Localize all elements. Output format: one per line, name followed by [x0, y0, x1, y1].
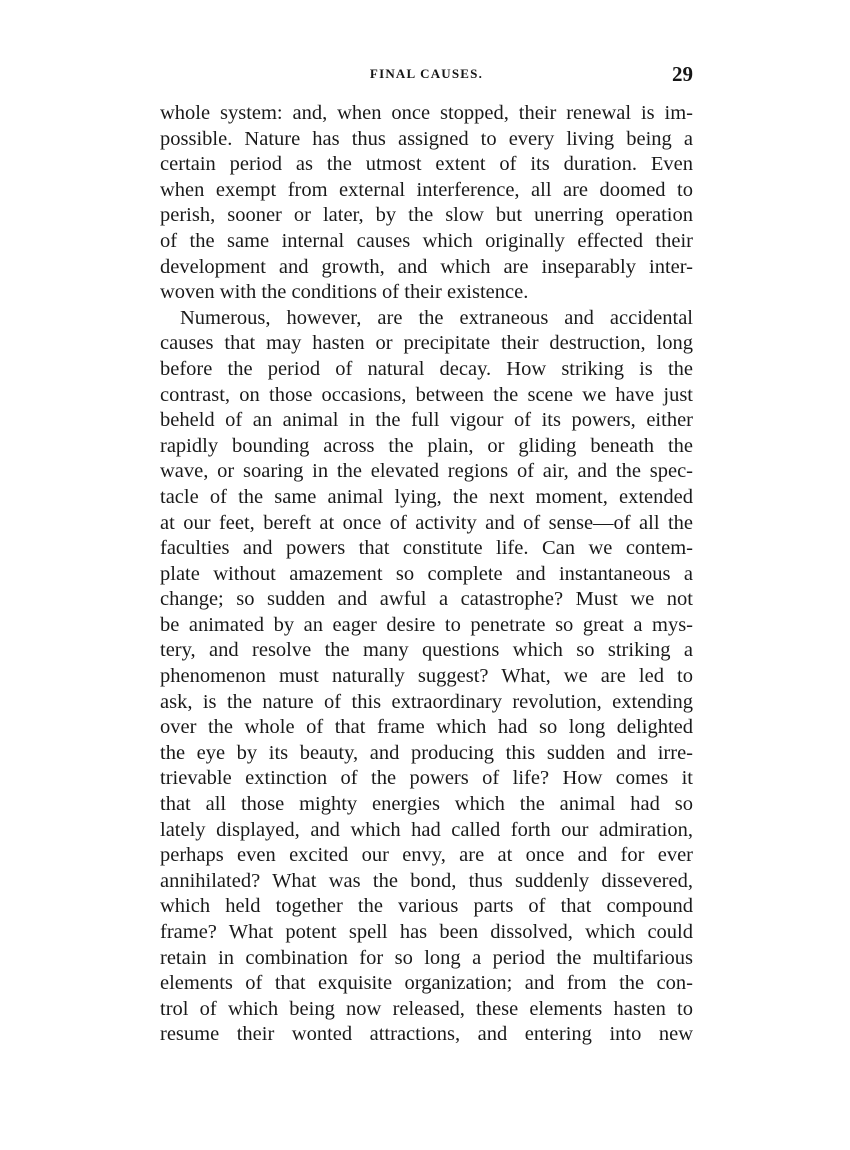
text-line: plate without amazement so complete and instantaneous a — [160, 562, 693, 585]
text-line: that all those mighty energies which the animal had so — [160, 793, 693, 816]
text-line: contrast, on those occasions, between the scene we have just — [160, 383, 693, 406]
text-line: phenomenon must naturally suggest? What, we are led to — [160, 665, 693, 688]
text-line: frame? What potent spell has been dissolved, which could — [160, 921, 693, 943]
text-line: before the period of natural decay. How striking is the — [160, 357, 693, 380]
text-line: of the same internal causes which originally effected their — [160, 229, 693, 252]
text-line: possible. Nature has thus assigned to every living being a — [160, 127, 693, 150]
text-line: trievable extinction of the powers of life? How comes it — [160, 767, 693, 790]
text-line: development and growth, and which are inseparably inter- — [160, 255, 693, 278]
text-line: causes that may hasten or precipitate their destruction, long — [160, 332, 693, 355]
text-line: change; so sudden and awful a catastrophe? Must we not — [160, 588, 693, 611]
text-line: which held together the various parts of that compound — [160, 895, 693, 918]
paragraph — [160, 306, 693, 1048]
text-line: elements of that exquisite organization; and from the con- — [160, 972, 693, 995]
text-line: trol of which being now released, these elements hasten to — [160, 997, 693, 1020]
text-line: perish, sooner or later, by the slow but unerring operation — [160, 204, 693, 227]
body-text — [160, 101, 693, 1048]
text-line: resume their wonted attractions, and entering into new — [160, 1023, 693, 1046]
text-line: ask, is the nature of this extraordinary revolution, extending — [160, 690, 693, 713]
text-line: Numerous, however, are the extraneous and accidental — [180, 306, 693, 329]
text-line: wave, or soaring in the elevated regions of air, and the spec- — [160, 460, 693, 483]
text-line: rapidly bounding across the plain, or gliding beneath the — [160, 434, 693, 457]
text-line: certain period as the utmost extent of its duration. Even — [160, 153, 693, 176]
text-line: the eye by its beauty, and producing this sudden and irre- — [160, 741, 693, 764]
text-line: when exempt from external interference, all are doomed to — [160, 178, 693, 201]
text-line: at our feet, bereft at once of activity and of sense—of all the — [160, 511, 693, 534]
text-line: whole system: and, when once stopped, their renewal is im- — [160, 102, 693, 124]
text-line: tery, and resolve the many questions which so striking a — [160, 639, 693, 662]
paragraph — [160, 101, 693, 306]
text-line: be animated by an eager desire to penetrate so great a mys- — [160, 613, 693, 636]
text-line: beheld of an animal in the full vigour of its powers, either — [160, 409, 693, 432]
running-head-title: FINAL CAUSES. — [369, 66, 484, 81]
text-line: retain in combination for so long a period the multifarious — [160, 946, 693, 969]
running-head — [160, 62, 693, 92]
text-line: tacle of the same animal lying, the next moment, extended — [160, 485, 693, 508]
text-line: woven with the conditions of their existence. — [160, 281, 529, 304]
text-line: perhaps even excited our envy, are at once and for ever — [160, 844, 693, 867]
text-line: faculties and powers that constitute life. Can we contem- — [160, 537, 693, 560]
text-line: annihilated? What was the bond, thus suddenly dissevered, — [160, 869, 693, 892]
text-line: over the whole of that frame which had so long delighted — [160, 716, 693, 739]
page-number: 29 — [672, 62, 693, 86]
text-line: lately displayed, and which had called forth our admiration, — [160, 818, 693, 841]
